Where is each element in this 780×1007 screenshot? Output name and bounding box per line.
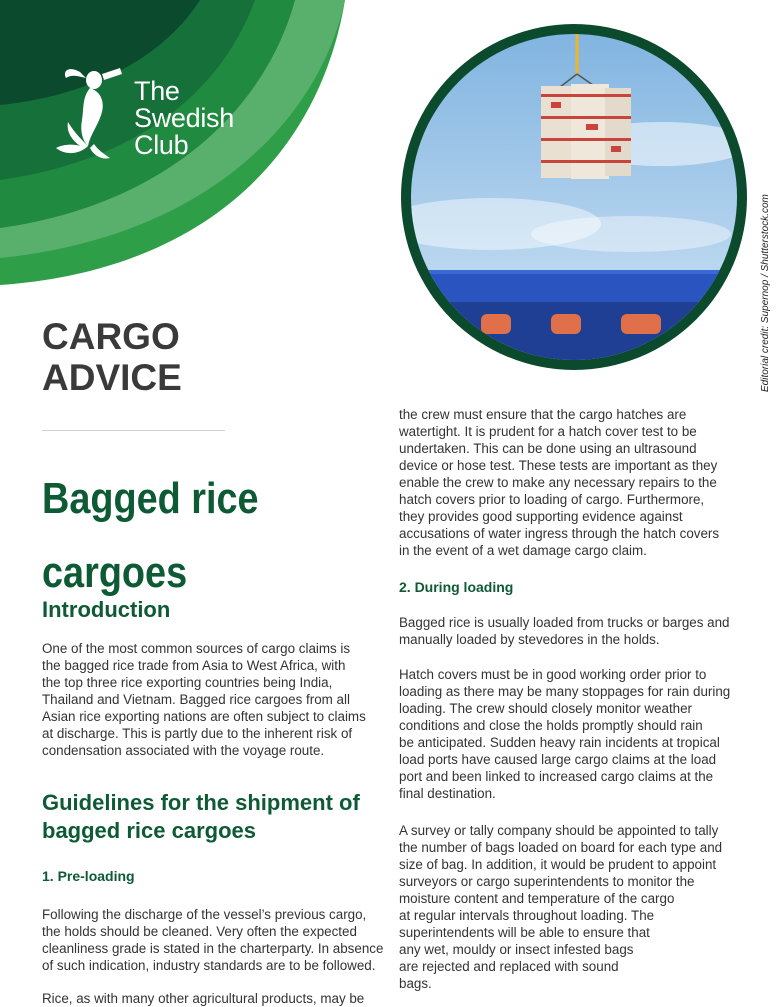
text-line: moisture content and temperature of the cargo — [399, 891, 675, 906]
text-line: any wet, mouldy or insect infested bags — [399, 942, 634, 957]
text-line: undertaken. This can be done using an ultrasound — [399, 441, 697, 456]
guidelines-heading-line-2: bagged rice cargoes — [42, 818, 256, 843]
text-line: enable the crew to make any necessary repairs to the — [399, 475, 717, 490]
text-line: Following the discharge of the vessel’s previous cargo, — [42, 907, 367, 922]
guidelines-heading — [42, 789, 360, 845]
document-title-line-2: cargoes — [42, 548, 188, 597]
photo-credit-text: Editorial credit: Supernop / Shutterstock.com — [760, 194, 771, 392]
text-line: Hatch covers must be in good working order prior to — [399, 667, 707, 682]
pre-loading-paragraph-2 — [42, 990, 387, 1007]
text-line: load ports have caused large cargo claims at the load — [399, 752, 717, 767]
text-line: condensation associated with the voyage route. — [42, 743, 325, 758]
text-line: port and been linked to increased cargo claims at the — [399, 769, 714, 784]
section-label — [42, 316, 182, 398]
text-line: hatch covers prior to loading of cargo. Furthermore, — [399, 492, 705, 507]
logo-line-3: Club — [134, 130, 189, 160]
text-line: superintendents will be able to ensure that — [399, 925, 650, 940]
text-line: manually loaded by stevedores in the holds. — [399, 632, 660, 647]
title-divider — [42, 430, 225, 431]
text-line: the crew must ensure that the cargo hatches are — [399, 407, 687, 422]
text-line: One of the most common sources of cargo claims is — [42, 641, 351, 656]
pre-loading-heading: 1. Pre-loading — [42, 868, 135, 884]
text-line: the top three rice exporting countries being India, — [42, 675, 333, 690]
text-line: conditions and close the holds promptly should rain — [399, 718, 703, 733]
text-line: be anticipated. Sudden heavy rain incidents at tropical — [399, 735, 720, 750]
text-line: the holds should be cleaned. Very often the expected — [42, 924, 357, 939]
text-line: of such indication, industry standards are to be followed. — [42, 958, 376, 973]
text-line: bags. — [399, 976, 432, 991]
text-line: A survey or tally company should be appointed to tally — [399, 823, 719, 838]
swedish-club-logo — [50, 64, 260, 164]
text-line: loading as there may be many stoppages for rain during — [399, 684, 731, 699]
pre-loading-paragraph-1 — [42, 906, 387, 974]
cargo-photo — [401, 24, 747, 370]
section-label-line-2: ADVICE — [42, 357, 182, 398]
text-line: cleanliness grade is stated in the charterparty. In absence — [42, 941, 384, 956]
text-line: Asian rice exporting nations are often subject to claims — [42, 709, 366, 724]
text-line: accusations of water ingress through the hatch covers — [399, 526, 720, 541]
text-line: in the event of a wet damage cargo claim. — [399, 543, 647, 558]
text-line: at regular intervals throughout loading. The — [399, 908, 655, 923]
introduction-heading: Introduction — [42, 597, 171, 622]
section-label-line-1: CARGO — [42, 316, 180, 357]
text-line: they provides good supporting evidence against — [399, 509, 683, 524]
during-loading-paragraph-2 — [399, 666, 744, 802]
mermaid-icon — [50, 64, 132, 164]
document-title — [42, 462, 326, 610]
logo-line-2: Swedish — [134, 103, 234, 133]
text-line: device or hose test. These tests are important as they — [399, 458, 718, 473]
document-title-line-1: Bagged rice — [42, 474, 259, 523]
text-line: the bagged rice trade from Asia to West Africa, with — [42, 658, 346, 673]
text-line: watertight. It is prudent for a hatch cover test to be — [399, 424, 697, 439]
text-line: the number of bags loaded on board for each type and — [399, 840, 723, 855]
text-line: are rejected and replaced with sound — [399, 959, 619, 974]
text-line: Bagged rice is usually loaded from trucks or barges and — [399, 615, 730, 630]
text-line: size of bag. In addition, it would be prudent to appoint — [399, 857, 717, 872]
guidelines-heading-line-1: Guidelines for the shipment of — [42, 790, 360, 815]
text-line: Thailand and Vietnam. Bagged rice cargoes from all — [42, 692, 350, 707]
text-line: Rice, as with many other agricultural products, may be — [42, 991, 365, 1006]
text-line: surveyors or cargo superintendents to monitor the — [399, 874, 695, 889]
hatch-test-paragraph — [399, 406, 744, 559]
photo-credit — [758, 178, 774, 398]
logo-line-1: The — [134, 76, 180, 106]
during-loading-heading: 2. During loading — [399, 579, 514, 595]
text-line: final destination. — [399, 786, 496, 801]
during-loading-paragraph-1 — [399, 614, 744, 648]
logo-wordmark — [134, 78, 234, 159]
text-line: loading. The crew should closely monitor weather — [399, 701, 693, 716]
introduction-paragraph — [42, 640, 387, 759]
during-loading-paragraph-3 — [399, 822, 744, 992]
text-line: at discharge. This is partly due to the inherent risk of — [42, 726, 353, 741]
